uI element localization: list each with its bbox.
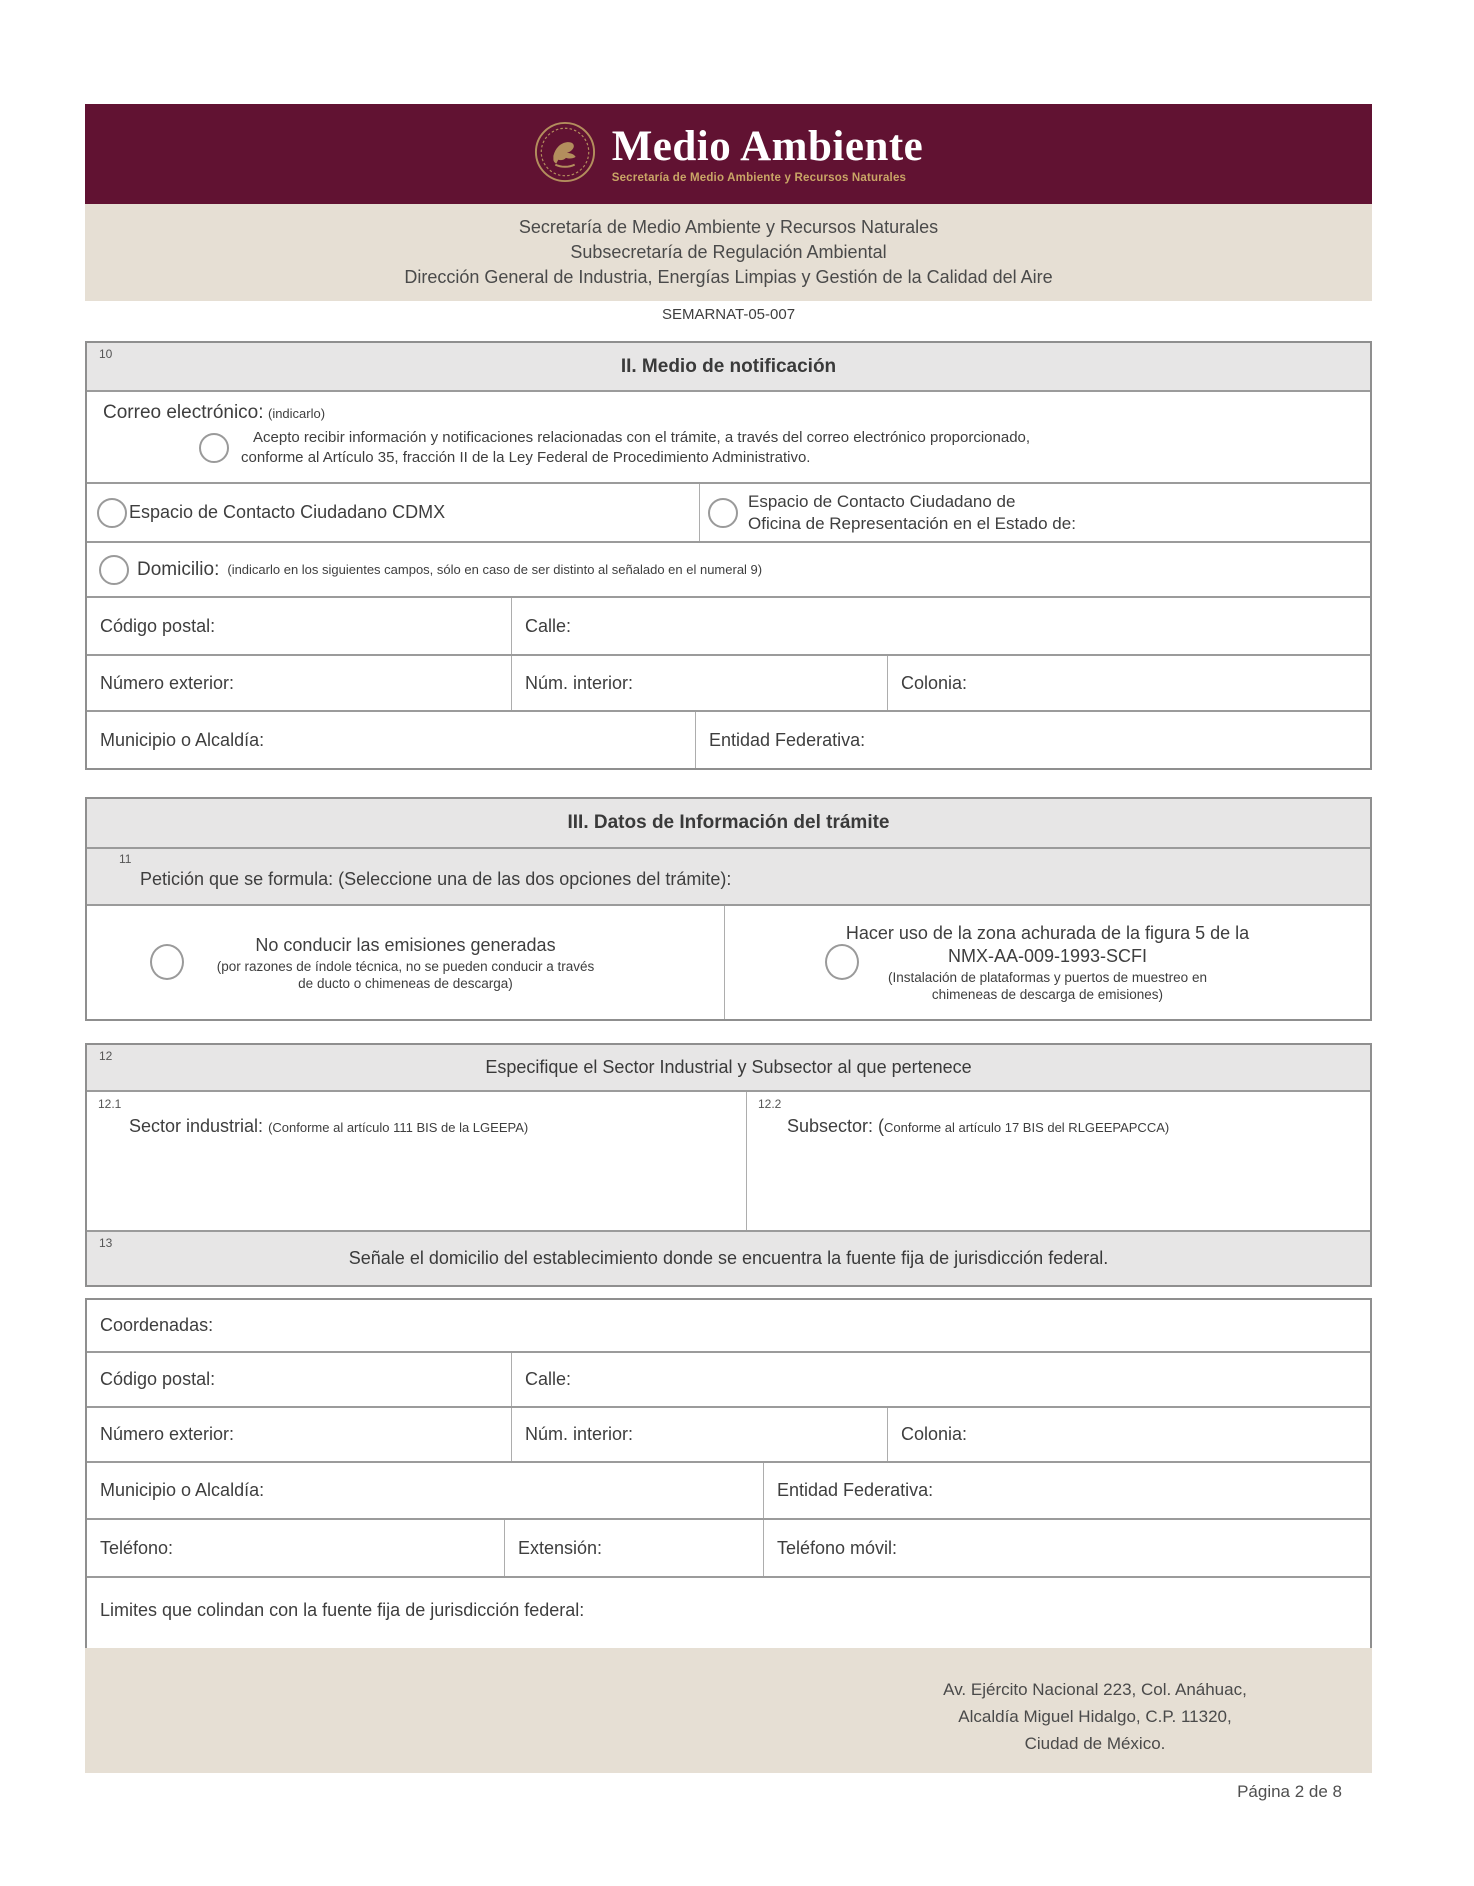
addr-street-field: Calle: <box>511 1353 1370 1406</box>
accept-email-line1: Acepto recibir información y notificaciones relacionadas con el trámite, a través del correo electrónico proporcionado, <box>253 429 1031 446</box>
addr-postal-street-row <box>87 1351 1370 1406</box>
option-zona-achurada <box>724 906 1370 1019</box>
option2-note-line2: chimeneas de descarga de emisiones) <box>931 987 1164 1002</box>
footer-address-line1: Av. Ejército Nacional 223, Col. Anáhuac, <box>943 1680 1247 1699</box>
item-12-2-number: 12.2 <box>758 1097 782 1111</box>
subsector-cell <box>746 1092 1370 1230</box>
subsector-label: Subsector: ( <box>787 1116 885 1136</box>
postal-street-row <box>87 596 1370 654</box>
petition-options-row <box>87 904 1370 1019</box>
section-2-box <box>85 341 1372 770</box>
addr-number-int-field: Núm. interior: <box>511 1408 887 1461</box>
number-ext-field: Número exterior: <box>100 672 235 693</box>
semarnat-seal-icon <box>534 121 596 188</box>
item-11-band <box>87 847 1370 904</box>
page-number: Página 2 de 8 <box>1237 1782 1342 1801</box>
addr-municipio-entidad-row <box>87 1461 1370 1518</box>
email-note: (indicarlo) <box>267 406 326 421</box>
entidad-field: Entidad Federativa: <box>695 712 1370 768</box>
addr-phones-row <box>87 1518 1370 1576</box>
option1-note-line2: de ducto o chimeneas de descarga) <box>298 975 513 991</box>
footer-address-line2: Alcaldía Miguel Hidalgo, C.P. 11320, <box>958 1707 1232 1726</box>
org-block <box>85 204 1372 301</box>
state-office-line2: Oficina de Representación en el Estado de: <box>748 513 1076 533</box>
item-12-title: Especifique el Sector Industrial y Subsector al que pertenece <box>485 1057 972 1077</box>
radio-cdmx[interactable] <box>97 498 127 528</box>
number-int-field: Núm. interior: <box>511 656 887 710</box>
radio-no-conducir[interactable] <box>150 944 184 980</box>
option2-note-line1: (Instalación de plataformas y puertos de muestreo en <box>888 970 1207 985</box>
radio-state-office[interactable] <box>708 498 738 528</box>
accept-email-line2: conforme al Artículo 35, fracción II de la Ley Federal de Procedimiento Administrativo. <box>241 448 811 466</box>
state-office-line1: Espacio de Contacto Ciudadano de <box>748 492 1016 511</box>
municipio-field: Municipio o Alcaldía: <box>100 729 265 750</box>
item-12-number: 12 <box>99 1049 113 1063</box>
addr-colonia-field: Colonia: <box>887 1408 1370 1461</box>
option2-title <box>846 922 1249 968</box>
establishment-address-table <box>85 1298 1372 1668</box>
sector-subsector-row <box>87 1090 1370 1230</box>
option2-title-line1: Hacer uso de la zona achurada de la figura 5 de la <box>845 923 1250 943</box>
sector-industrial-cell <box>87 1092 746 1230</box>
option-no-conducir <box>87 906 724 1019</box>
option2-title-line2: NMX-AA-009-1993-SCFI <box>947 946 1148 966</box>
org-line-1: Secretaría de Medio Ambiente y Recursos Naturales <box>518 217 939 237</box>
footer-block <box>85 1648 1372 1773</box>
sector-industrial-note: (Conforme al artículo 111 BIS de la LGEEPA) <box>268 1120 529 1135</box>
addr-entidad-field: Entidad Federativa: <box>763 1463 1370 1518</box>
domicilio-row <box>87 541 1370 596</box>
footer-address <box>845 1676 1345 1757</box>
section-2-title: II. Medio de notificación <box>620 355 837 377</box>
addr-limits-field: Limites que colindan con la fuente fija de jurisdicción federal: <box>100 1600 585 1620</box>
org-line-3: Dirección General de Industria, Energías Limpias y Gestión de la Calidad del Aire <box>404 267 1053 287</box>
header-banner <box>85 104 1372 204</box>
option2-note <box>888 969 1207 1003</box>
addr-postal-field: Código postal: <box>100 1369 216 1389</box>
option1-note <box>217 958 595 992</box>
numbers-colonia-row <box>87 654 1370 710</box>
section-3-box <box>85 797 1372 1021</box>
section-2-header <box>87 343 1370 390</box>
item-11-label: Petición que se formula: (Seleccione una de las dos opciones del trámite): <box>140 869 732 889</box>
addr-number-ext-field: Número exterior: <box>100 1424 235 1444</box>
item-13-band <box>87 1230 1370 1285</box>
addr-mobile-field: Teléfono móvil: <box>763 1520 1370 1576</box>
addr-phone-field: Teléfono: <box>100 1537 174 1558</box>
banner-title: Medio Ambiente <box>611 122 924 170</box>
accept-email-text <box>241 428 1030 467</box>
item-12-1-number: 12.1 <box>98 1097 122 1111</box>
coordinates-field: Coordenadas: <box>100 1315 214 1335</box>
item-11-number: 11 <box>119 852 132 866</box>
email-label: Correo electrónico: <box>103 402 264 423</box>
addr-extension-field: Extensión: <box>504 1520 763 1576</box>
radio-zona-achurada[interactable] <box>825 944 859 980</box>
section-3-title: III. Datos de Información del trámite <box>567 812 890 833</box>
contact-space-row <box>87 482 1370 541</box>
addr-numbers-colonia-row <box>87 1406 1370 1461</box>
section-2-number: 10 <box>99 347 113 361</box>
section-12-box <box>85 1043 1372 1287</box>
item-13-number: 13 <box>99 1236 113 1250</box>
option1-title: No conducir las emisiones generadas <box>255 934 556 955</box>
colonia-field: Colonia: <box>887 656 1370 710</box>
cdmx-option-cell <box>87 484 699 541</box>
email-row <box>87 390 1370 482</box>
municipio-entidad-row <box>87 710 1370 768</box>
banner-text <box>611 122 924 184</box>
street-field: Calle: <box>511 598 1370 654</box>
semarnat-logo-lockup <box>534 121 924 188</box>
state-office-option-cell <box>699 484 1370 541</box>
radio-domicilio[interactable] <box>99 555 129 585</box>
cdmx-label: Espacio de Contacto Ciudadano CDMX <box>129 502 446 522</box>
item-12-header <box>87 1045 1370 1090</box>
sector-industrial-label: Sector industrial: <box>129 1116 264 1136</box>
option1-note-line1: (por razones de índole técnica, no se pueden conducir a través <box>216 958 595 974</box>
domicilio-note: (indicarlo en los siguientes campos, sólo en caso de ser distinto al señalado en el numeral 9) <box>227 562 763 577</box>
section-3-header <box>87 799 1370 847</box>
postal-field: Código postal: <box>100 615 216 636</box>
state-office-label <box>748 491 1076 534</box>
footer-address-line3: Ciudad de México. <box>1024 1734 1166 1753</box>
item-13-title: Señale el domicilio del establecimiento donde se encuentra la fuente fija de jurisdicción federal. <box>348 1248 1109 1268</box>
coordinates-row <box>87 1300 1370 1351</box>
banner-tagline: Secretaría de Medio Ambiente y Recursos Naturales <box>611 171 907 184</box>
form-code: SEMARNAT-05-007 <box>661 306 796 323</box>
subsector-note: Conforme al artículo 17 BIS del RLGEEPAPCCA) <box>884 1120 1170 1135</box>
domicilio-label: Domicilio: <box>137 558 220 580</box>
radio-accept-email[interactable] <box>199 433 229 463</box>
org-line-2: Subsecretaría de Regulación Ambiental <box>570 242 887 262</box>
addr-municipio-field: Municipio o Alcaldía: <box>100 1480 265 1500</box>
